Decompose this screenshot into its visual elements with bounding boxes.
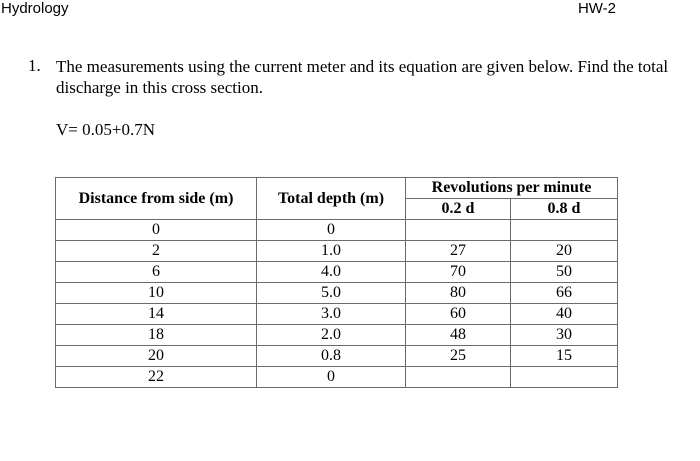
rpm-0-8d-cell: 15 [511,346,618,367]
rpm-0-2d-cell: 48 [406,325,511,346]
rpm-0-8d-cell: 30 [511,325,618,346]
depth-cell: 1.0 [257,241,406,262]
course-title: Hydrology [1,0,69,17]
table-row [56,325,618,346]
depth-cell: 0 [257,367,406,388]
rpm-0-8d-cell: 50 [511,262,618,283]
rpm-0-8d-cell: 66 [511,283,618,304]
question-text: The measurements using the current meter and its equation are given below. Find the total discharge in this cross section. [56,57,669,97]
header-distance: Distance from side (m) [56,178,257,220]
distance-cell: 6 [56,262,257,283]
rpm-0-2d-cell: 60 [406,304,511,325]
header-0-2d: 0.2 d [406,199,511,220]
rpm-0-2d-cell [406,367,511,388]
distance-cell: 18 [56,325,257,346]
rpm-0-8d-cell [511,220,618,241]
table-header-row [56,178,618,199]
table-row [56,304,618,325]
rpm-0-2d-cell: 25 [406,346,511,367]
depth-cell: 4.0 [257,262,406,283]
question-number: 1. [28,56,41,75]
depth-cell: 3.0 [257,304,406,325]
header-0-8d: 0.8 d [511,199,618,220]
distance-cell: 20 [56,346,257,367]
homework-label: HW-2 [577,0,616,17]
table-row [56,346,618,367]
depth-cell: 5.0 [257,283,406,304]
distance-cell: 14 [56,304,257,325]
depth-cell: 2.0 [257,325,406,346]
rpm-0-8d-cell [511,367,618,388]
table-row [56,241,618,262]
distance-cell: 22 [56,367,257,388]
rpm-0-8d-cell: 20 [511,241,618,262]
distance-cell: 10 [56,283,257,304]
depth-cell: 0.8 [257,346,406,367]
rpm-0-2d-cell: 27 [406,241,511,262]
table-row [56,367,618,388]
table-row [56,220,618,241]
velocity-equation: V= 0.05+0.7N [56,120,155,139]
measurement-table [55,177,618,388]
rpm-0-2d-cell [406,220,511,241]
table-row [56,262,618,283]
rpm-0-2d-cell: 70 [406,262,511,283]
header-depth: Total depth (m) [257,178,406,220]
rpm-0-2d-cell: 80 [406,283,511,304]
depth-cell: 0 [257,220,406,241]
rpm-0-8d-cell: 40 [511,304,618,325]
header-revolutions: Revolutions per minute [406,178,618,199]
distance-cell: 2 [56,241,257,262]
table-row [56,283,618,304]
distance-cell: 0 [56,220,257,241]
